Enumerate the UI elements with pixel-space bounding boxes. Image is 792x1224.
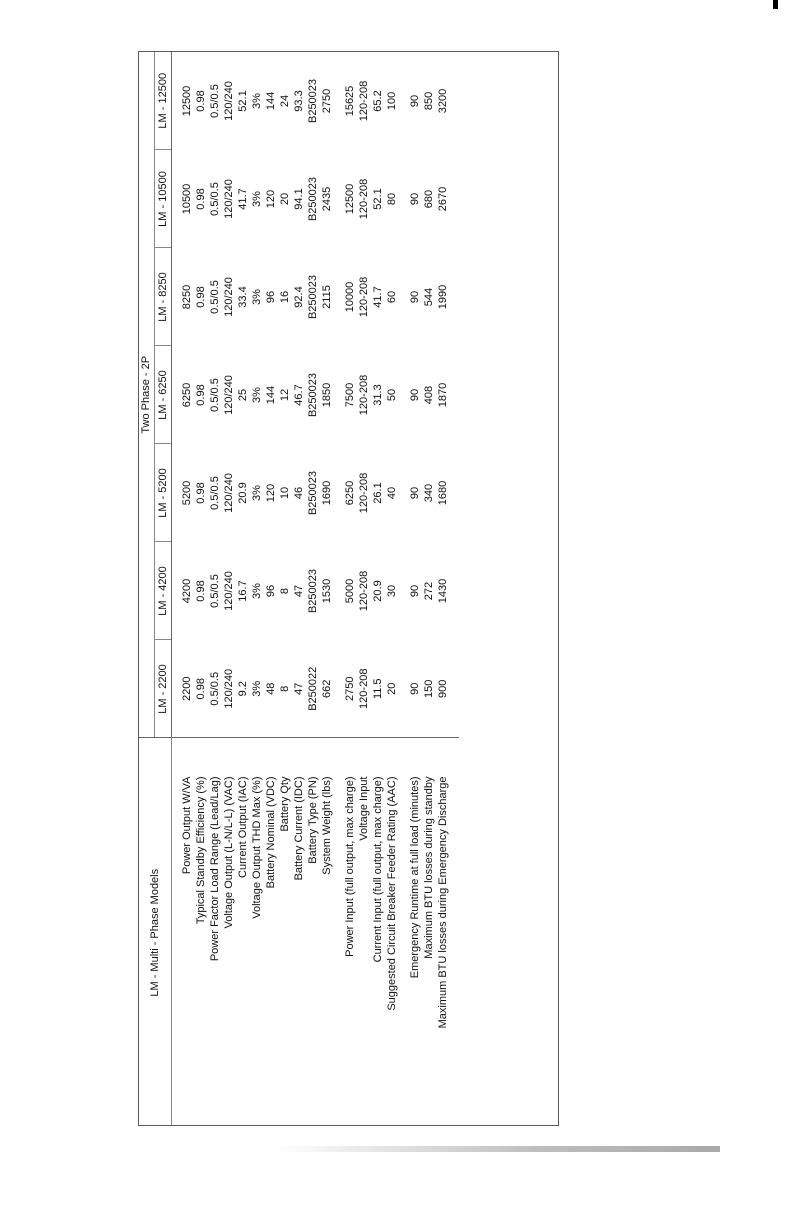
spec-label: Power Factor Load Range (Lead/Lag) bbox=[208, 738, 222, 1126]
spec-value: 662 bbox=[320, 679, 333, 698]
spec-value: 1850 bbox=[320, 382, 333, 408]
spec-row bbox=[306, 52, 320, 1126]
spec-value: 120/240 bbox=[222, 668, 235, 709]
spec-value: 31.3 bbox=[371, 384, 384, 406]
spec-value: 144 bbox=[264, 385, 277, 405]
spec-row bbox=[236, 52, 250, 1126]
spec-value: 26.1 bbox=[371, 482, 384, 504]
multi-phase-spec-table bbox=[139, 52, 459, 1126]
spec-value: 7500 bbox=[343, 382, 356, 408]
spec-value: 0.5/0.5 bbox=[208, 280, 221, 314]
spec-value: 50 bbox=[385, 388, 398, 402]
spec-value: 0.5/0.5 bbox=[208, 84, 221, 118]
spec-value: B250023 bbox=[306, 274, 319, 320]
spec-value: 41.7 bbox=[371, 286, 384, 308]
spacer-cell bbox=[450, 738, 459, 1126]
spec-value: 12500 bbox=[180, 85, 193, 117]
spec-label: Current Input (full output, max charge) bbox=[371, 738, 385, 1126]
spec-value: 20 bbox=[385, 682, 398, 695]
spec-label: Suggested Circuit Breaker Feeder Rating (AAC) bbox=[385, 738, 399, 1126]
spacer-cell bbox=[399, 542, 408, 640]
spec-value: 41.7 bbox=[236, 188, 249, 210]
spec-value: 90 bbox=[408, 388, 421, 402]
spec-value: 65.2 bbox=[371, 90, 384, 112]
group-title: Two Phase - 2P bbox=[139, 52, 155, 738]
spec-value: 80 bbox=[385, 192, 398, 206]
spec-value: 3% bbox=[250, 387, 263, 403]
spec-value: 46 bbox=[292, 486, 305, 500]
spacer-cell bbox=[450, 52, 459, 150]
spec-value: 90 bbox=[408, 486, 421, 500]
spec-row bbox=[292, 52, 306, 1126]
spec-value: 0.5/0.5 bbox=[208, 476, 221, 510]
spacer-cell bbox=[172, 52, 181, 150]
rotated-table-container bbox=[139, 52, 559, 1126]
spec-label: Power Input (full output, max charge) bbox=[343, 738, 357, 1126]
spec-label: Battery Type (PN) bbox=[306, 738, 320, 1126]
spec-value: 8 bbox=[278, 587, 291, 595]
spec-value: 120-208 bbox=[357, 178, 370, 220]
spec-value: 120/240 bbox=[222, 277, 235, 317]
spec-value: 0.98 bbox=[194, 286, 207, 308]
spec-label: Voltage Input bbox=[357, 738, 371, 1126]
spacer-cell bbox=[399, 640, 408, 738]
spec-row bbox=[343, 52, 357, 1126]
spec-value: 150 bbox=[422, 679, 435, 698]
spec-value: 90 bbox=[408, 682, 421, 695]
spec-value: 15625 bbox=[343, 85, 356, 117]
spacer-row bbox=[450, 52, 459, 1126]
spec-row bbox=[264, 52, 278, 1126]
spec-row bbox=[408, 52, 422, 1126]
spec-value: 10000 bbox=[343, 281, 356, 313]
spec-value: 2750 bbox=[320, 88, 333, 114]
spec-value: 1530 bbox=[320, 578, 333, 604]
spec-table-frame bbox=[138, 51, 559, 1126]
spec-value: 1680 bbox=[436, 480, 449, 506]
spec-row bbox=[320, 52, 334, 1126]
spec-value: 90 bbox=[408, 192, 421, 206]
spacer-cell bbox=[334, 444, 343, 542]
spec-value: 120/240 bbox=[222, 81, 235, 121]
spec-row bbox=[436, 52, 450, 1126]
spec-value: 120 bbox=[264, 189, 277, 209]
spec-label: Power Output W/VA bbox=[180, 738, 194, 1126]
spec-label: Voltage Output THD Max (%) bbox=[250, 738, 264, 1126]
spec-value: 8250 bbox=[180, 284, 193, 310]
spec-value: 10 bbox=[278, 486, 291, 500]
spec-value: 120-208 bbox=[357, 80, 370, 122]
spacer-cell bbox=[172, 444, 181, 542]
spec-row bbox=[422, 52, 436, 1126]
spec-value: 120/240 bbox=[222, 473, 235, 513]
spec-value: 16.7 bbox=[236, 580, 249, 602]
spec-value: 48 bbox=[264, 682, 277, 695]
spec-value: 3200 bbox=[436, 88, 449, 114]
spec-value: B250023 bbox=[306, 372, 319, 418]
spec-row bbox=[194, 52, 208, 1126]
spec-value: 11.5 bbox=[371, 678, 384, 700]
spec-value: 96 bbox=[264, 584, 277, 598]
spacer-cell bbox=[172, 150, 181, 248]
spec-value: 20.9 bbox=[371, 580, 384, 602]
spec-value: B250023 bbox=[306, 470, 319, 516]
spec-value: 1990 bbox=[436, 284, 449, 310]
spec-value: 0.5/0.5 bbox=[208, 671, 221, 706]
spec-value: 9.2 bbox=[236, 681, 249, 697]
model-header: LM - 10500 bbox=[155, 150, 172, 248]
spec-value: 272 bbox=[422, 581, 435, 601]
spec-row bbox=[222, 52, 236, 1126]
spec-value: 5200 bbox=[180, 480, 193, 506]
spec-value: 120/240 bbox=[222, 179, 235, 219]
spec-row bbox=[250, 52, 264, 1126]
footer-rule bbox=[275, 1146, 720, 1152]
spec-label: Maximum BTU losses during standby bbox=[422, 738, 436, 1126]
table-title: LM - Multi - Phase Models bbox=[139, 738, 172, 1126]
spacer-cell bbox=[172, 346, 181, 444]
spacer-cell bbox=[399, 346, 408, 444]
spec-value: 25 bbox=[236, 388, 249, 402]
spacer-cell bbox=[399, 248, 408, 346]
spec-value: 8 bbox=[278, 685, 291, 692]
spec-value: B250023 bbox=[306, 78, 319, 124]
spec-value: 144 bbox=[264, 91, 277, 111]
spec-value: 93.3 bbox=[292, 90, 305, 112]
spec-value: 0.98 bbox=[194, 580, 207, 602]
spec-value: B250023 bbox=[306, 568, 319, 614]
spacer-cell bbox=[334, 738, 343, 1126]
spec-value: 33.4 bbox=[236, 286, 249, 308]
spec-value: 46.7 bbox=[292, 384, 305, 406]
spec-value: 900 bbox=[436, 679, 449, 698]
spacer-cell bbox=[334, 248, 343, 346]
spec-value: 0.98 bbox=[194, 90, 207, 112]
model-header: LM - 6250 bbox=[155, 346, 172, 444]
spacer-cell bbox=[450, 542, 459, 640]
spec-value: 680 bbox=[422, 189, 435, 209]
spec-value: 4200 bbox=[180, 578, 193, 604]
spec-value: 47 bbox=[292, 682, 305, 695]
spec-row bbox=[278, 52, 292, 1126]
spec-value: 30 bbox=[385, 584, 398, 598]
spec-value: 96 bbox=[264, 290, 277, 304]
spec-value: 0.98 bbox=[194, 482, 207, 504]
model-header: LM - 12500 bbox=[155, 52, 172, 150]
spacer-cell bbox=[334, 640, 343, 738]
spec-value: 2115 bbox=[320, 285, 333, 309]
spacer-cell bbox=[450, 640, 459, 738]
spec-value: 120 bbox=[264, 483, 277, 503]
spec-label: System Weight (lbs) bbox=[320, 738, 334, 1126]
corner-crop-mark bbox=[773, 0, 778, 9]
spec-value: 408 bbox=[422, 385, 435, 405]
spacer-cell bbox=[172, 738, 181, 1126]
model-header: LM - 2200 bbox=[155, 640, 172, 738]
spacer-cell bbox=[450, 150, 459, 248]
spec-value: 16 bbox=[278, 290, 291, 304]
spec-value: B250022 bbox=[306, 666, 319, 711]
spec-value: 2435 bbox=[320, 186, 333, 212]
spec-value: 3% bbox=[250, 191, 263, 207]
spec-value: 100 bbox=[385, 91, 398, 111]
spec-value: 1870 bbox=[436, 382, 449, 408]
group-header-row bbox=[139, 52, 155, 1126]
spec-value: 120/240 bbox=[222, 375, 235, 415]
spec-table-body bbox=[172, 52, 460, 1126]
spec-value: 94.1 bbox=[292, 188, 305, 210]
spec-value: 1690 bbox=[320, 480, 333, 506]
spec-label: Typical Standby Efficiency (%) bbox=[194, 738, 208, 1126]
spec-value: 0.5/0.5 bbox=[208, 574, 221, 608]
spec-label: Current Output (IAC) bbox=[236, 738, 250, 1126]
model-header: LM - 5200 bbox=[155, 444, 172, 542]
spec-row bbox=[180, 52, 194, 1126]
spec-label: Maximum BTU losses during Emergency Discharge bbox=[436, 738, 450, 1126]
spec-row bbox=[208, 52, 222, 1126]
spec-value: 3% bbox=[250, 485, 263, 501]
spec-value: 120-208 bbox=[357, 276, 370, 318]
spec-value: 340 bbox=[422, 483, 435, 503]
spec-value: 24 bbox=[278, 94, 291, 108]
spec-value: B250023 bbox=[306, 176, 319, 222]
spec-value: 0.5/0.5 bbox=[208, 182, 221, 216]
model-header: LM - 4200 bbox=[155, 542, 172, 640]
spec-value: 3% bbox=[250, 93, 263, 109]
spec-value: 12500 bbox=[343, 183, 356, 215]
spec-value: 120-208 bbox=[357, 668, 370, 709]
spec-value: 1430 bbox=[436, 578, 449, 604]
spec-value: 90 bbox=[408, 94, 421, 108]
spec-value: 6250 bbox=[180, 382, 193, 408]
spec-label: Emergency Runtime at full load (minutes) bbox=[408, 738, 422, 1126]
spec-value: 0.98 bbox=[194, 678, 207, 700]
spec-value: 52.1 bbox=[236, 90, 249, 112]
spec-label: Battery Nominal (VDC) bbox=[264, 738, 278, 1126]
spacer-cell bbox=[334, 346, 343, 444]
spacer-cell bbox=[399, 444, 408, 542]
spec-value: 544 bbox=[422, 287, 435, 307]
spacer-cell bbox=[399, 150, 408, 248]
spacer-cell bbox=[450, 248, 459, 346]
spec-value: 20.9 bbox=[236, 482, 249, 504]
spec-value: 5000 bbox=[343, 578, 356, 604]
spec-value: 12 bbox=[278, 388, 291, 402]
spacer-row bbox=[172, 52, 181, 1126]
spec-value: 120-208 bbox=[357, 472, 370, 514]
spec-value: 90 bbox=[408, 290, 421, 304]
spacer-cell bbox=[172, 248, 181, 346]
spec-value: 90 bbox=[408, 584, 421, 598]
spec-value: 3% bbox=[250, 583, 263, 599]
spacer-cell bbox=[399, 52, 408, 150]
spacer-cell bbox=[399, 738, 408, 1126]
spec-value: 2670 bbox=[436, 186, 449, 212]
model-header: LM - 8250 bbox=[155, 248, 172, 346]
spec-row bbox=[357, 52, 371, 1126]
spec-value: 52.1 bbox=[371, 188, 384, 210]
spec-value: 2200 bbox=[180, 676, 193, 701]
spec-value: 120-208 bbox=[357, 374, 370, 416]
spec-label: Voltage Output (L-N/L-L) (VAC) bbox=[222, 738, 236, 1126]
spacer-row bbox=[334, 52, 343, 1126]
spec-value: 60 bbox=[385, 290, 398, 304]
spec-value: 20 bbox=[278, 192, 291, 206]
spacer-cell bbox=[334, 150, 343, 248]
spacer-cell bbox=[450, 346, 459, 444]
spec-label: Battery Qty bbox=[278, 738, 292, 1126]
spacer-cell bbox=[172, 542, 181, 640]
spacer-cell bbox=[334, 52, 343, 150]
spec-value: 2750 bbox=[343, 676, 356, 701]
spacer-row bbox=[399, 52, 408, 1126]
spec-value: 3% bbox=[250, 289, 263, 305]
spec-value: 0.98 bbox=[194, 384, 207, 406]
spec-value: 6250 bbox=[343, 480, 356, 506]
spacer-cell bbox=[450, 444, 459, 542]
spec-value: 0.5/0.5 bbox=[208, 378, 221, 412]
spacer-cell bbox=[172, 640, 181, 738]
spec-value: 40 bbox=[385, 486, 398, 500]
spacer-cell bbox=[334, 542, 343, 640]
spec-label: Battery Current (IDC) bbox=[292, 738, 306, 1126]
spec-row bbox=[385, 52, 399, 1126]
spec-row bbox=[371, 52, 385, 1126]
spec-value: 120-208 bbox=[357, 570, 370, 612]
spec-value: 850 bbox=[422, 91, 435, 111]
spec-value: 3% bbox=[250, 680, 263, 697]
spec-value: 10500 bbox=[180, 183, 193, 215]
spec-value: 47 bbox=[292, 584, 305, 598]
spec-value: 0.98 bbox=[194, 188, 207, 210]
spec-value: 92.4 bbox=[292, 286, 305, 308]
spec-value: 120/240 bbox=[222, 571, 235, 611]
